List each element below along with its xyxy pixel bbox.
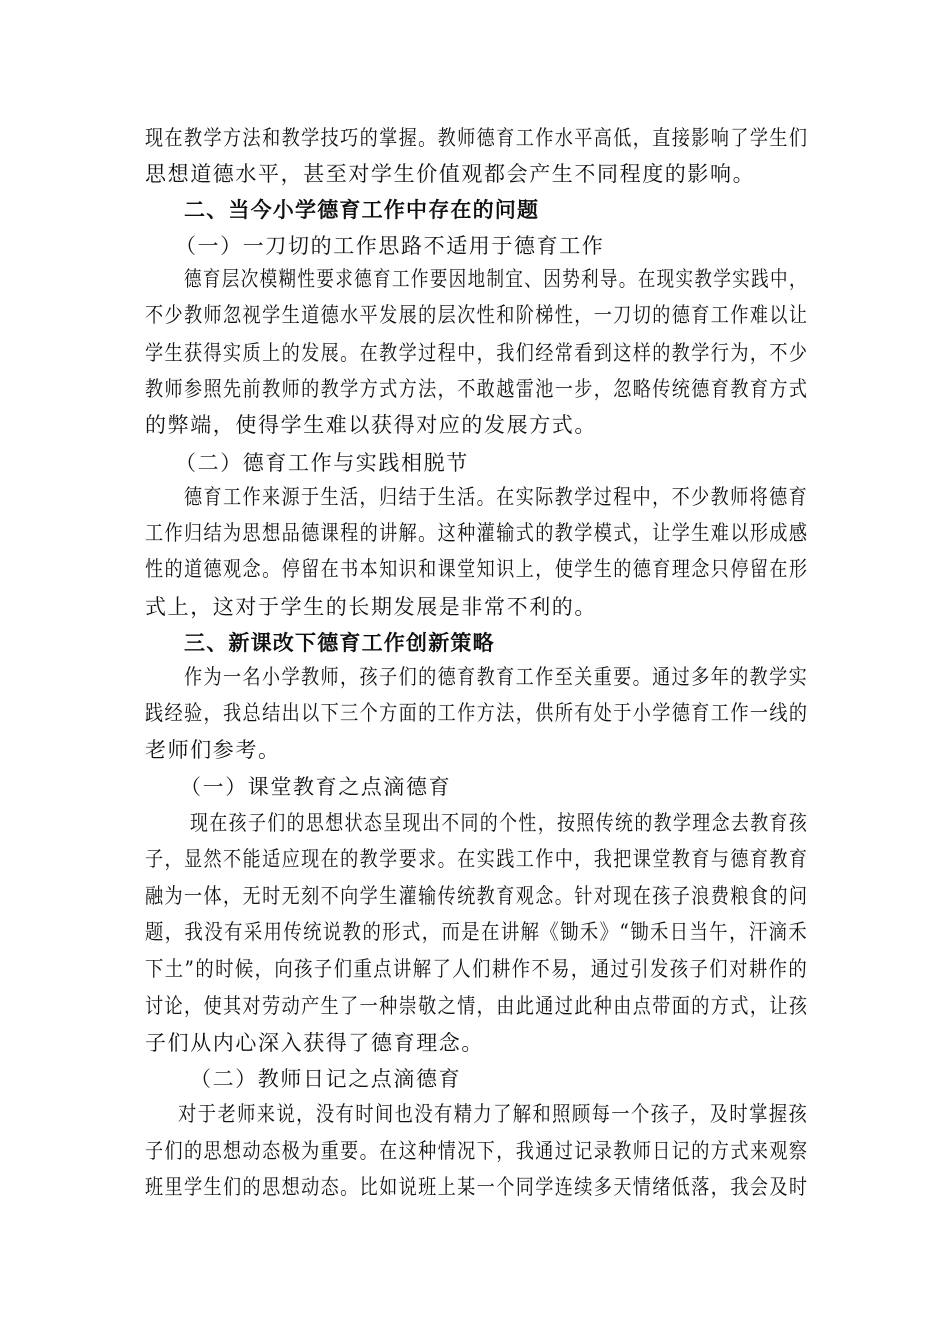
body-text-line: 讨论，使其对劳动产生了一种崇敬之情，由此通过此种由点带面的方式，让孩 — [145, 994, 809, 1018]
body-text-line: 学生获得实质上的发展。在教学过程中，我们经常看到这样的教学行为，不少 — [145, 341, 809, 365]
body-text-line: 老师们参考。 — [145, 738, 281, 762]
body-text-line: 不少教师忽视学生道德水平发展的层次性和阶梯性，一刀切的德育工作难以让 — [145, 303, 809, 327]
body-text-line: 的弊端，使得学生难以获得对应的发展方式。 — [145, 413, 597, 437]
body-text-line: 题，我没有采用传统说教的形式，而是在讲解《锄禾》“锄禾日当午，汗滴禾 — [145, 920, 809, 944]
body-text-line: 融为一体，无时无刻不向学生灌输传统教育观念。针对现在孩子浪费粮食的问 — [145, 884, 809, 908]
body-text-line: 子们从内心深入获得了德育理念。 — [145, 1031, 484, 1055]
body-text-line: 式上，这对于学生的长期发展是非常不利的。 — [145, 595, 597, 619]
section-heading: 二、当今小学德育工作中存在的问题 — [184, 198, 540, 222]
body-text-line: 下土”的时候，向孩子们重点讲解了人们耕作不易，通过引发孩子们对耕作的 — [145, 957, 809, 981]
body-text-line: 对于老师来说，没有时间也没有精力了解和照顾每一个孩子，及时掌握孩 — [178, 1102, 809, 1126]
body-text-line: 子们的思想动态极为重要。在这种情况下，我通过记录教师日记的方式来观察 — [145, 1139, 809, 1163]
body-text-line: 德育工作来源于生活，归结于生活。在实际教学过程中，不少教师将德育 — [184, 485, 809, 509]
subsection-heading: （一）一刀切的工作思路不适用于德育工作 — [175, 234, 605, 258]
body-text-line: 子，显然不能适应现在的教学要求。在实践工作中，我把课堂教育与德育教育 — [145, 847, 809, 871]
body-text-line: 作为一名小学教师，孩子们的德育教育工作至关重要。通过多年的教学实 — [184, 665, 809, 689]
body-text-line: 性的道德观念。停留在书本知识和课堂知识上，使学生的德育理念只停留在形 — [145, 557, 809, 581]
body-text-line: 思想道德水平，甚至对学生价值观都会产生不同程度的影响。 — [145, 162, 756, 186]
body-text-line: 践经验，我总结出以下三个方面的工作方法，供所有处于小学德育工作一线的 — [145, 701, 809, 725]
section-heading: 三、新课改下德育工作创新策略 — [184, 631, 495, 655]
subsection-heading: （二）教师日记之点滴德育 — [190, 1067, 462, 1091]
body-text-line: 现在教学方法和教学技巧的掌握。教师德育工作水平高低，直接影响了学生们 — [145, 126, 809, 150]
body-text-line: 德育层次模糊性要求德育工作要因地制宜、因势利导。在现实教学实践中， — [184, 267, 808, 291]
body-text-line: 班里学生们的思想动态。比如说班上某一个同学连续多天情绪低落，我会及时 — [145, 1175, 809, 1199]
subsection-heading: （二）德育工作与实践相脱节 — [175, 451, 469, 475]
subsection-heading: （一）课堂教育之点滴德育 — [180, 775, 452, 799]
body-text-line: 教师参照先前教师的教学方式方法，不敢越雷池一步，忽略传统德育教育方式 — [145, 377, 809, 401]
body-text-line: 工作归结为思想品德课程的讲解。这种灌输式的教学模式，让学生难以形成感 — [145, 521, 809, 545]
body-text-line: 现在孩子们的思想状态呈现出不同的个性，按照传统的教学理念去教育孩 — [190, 811, 809, 835]
